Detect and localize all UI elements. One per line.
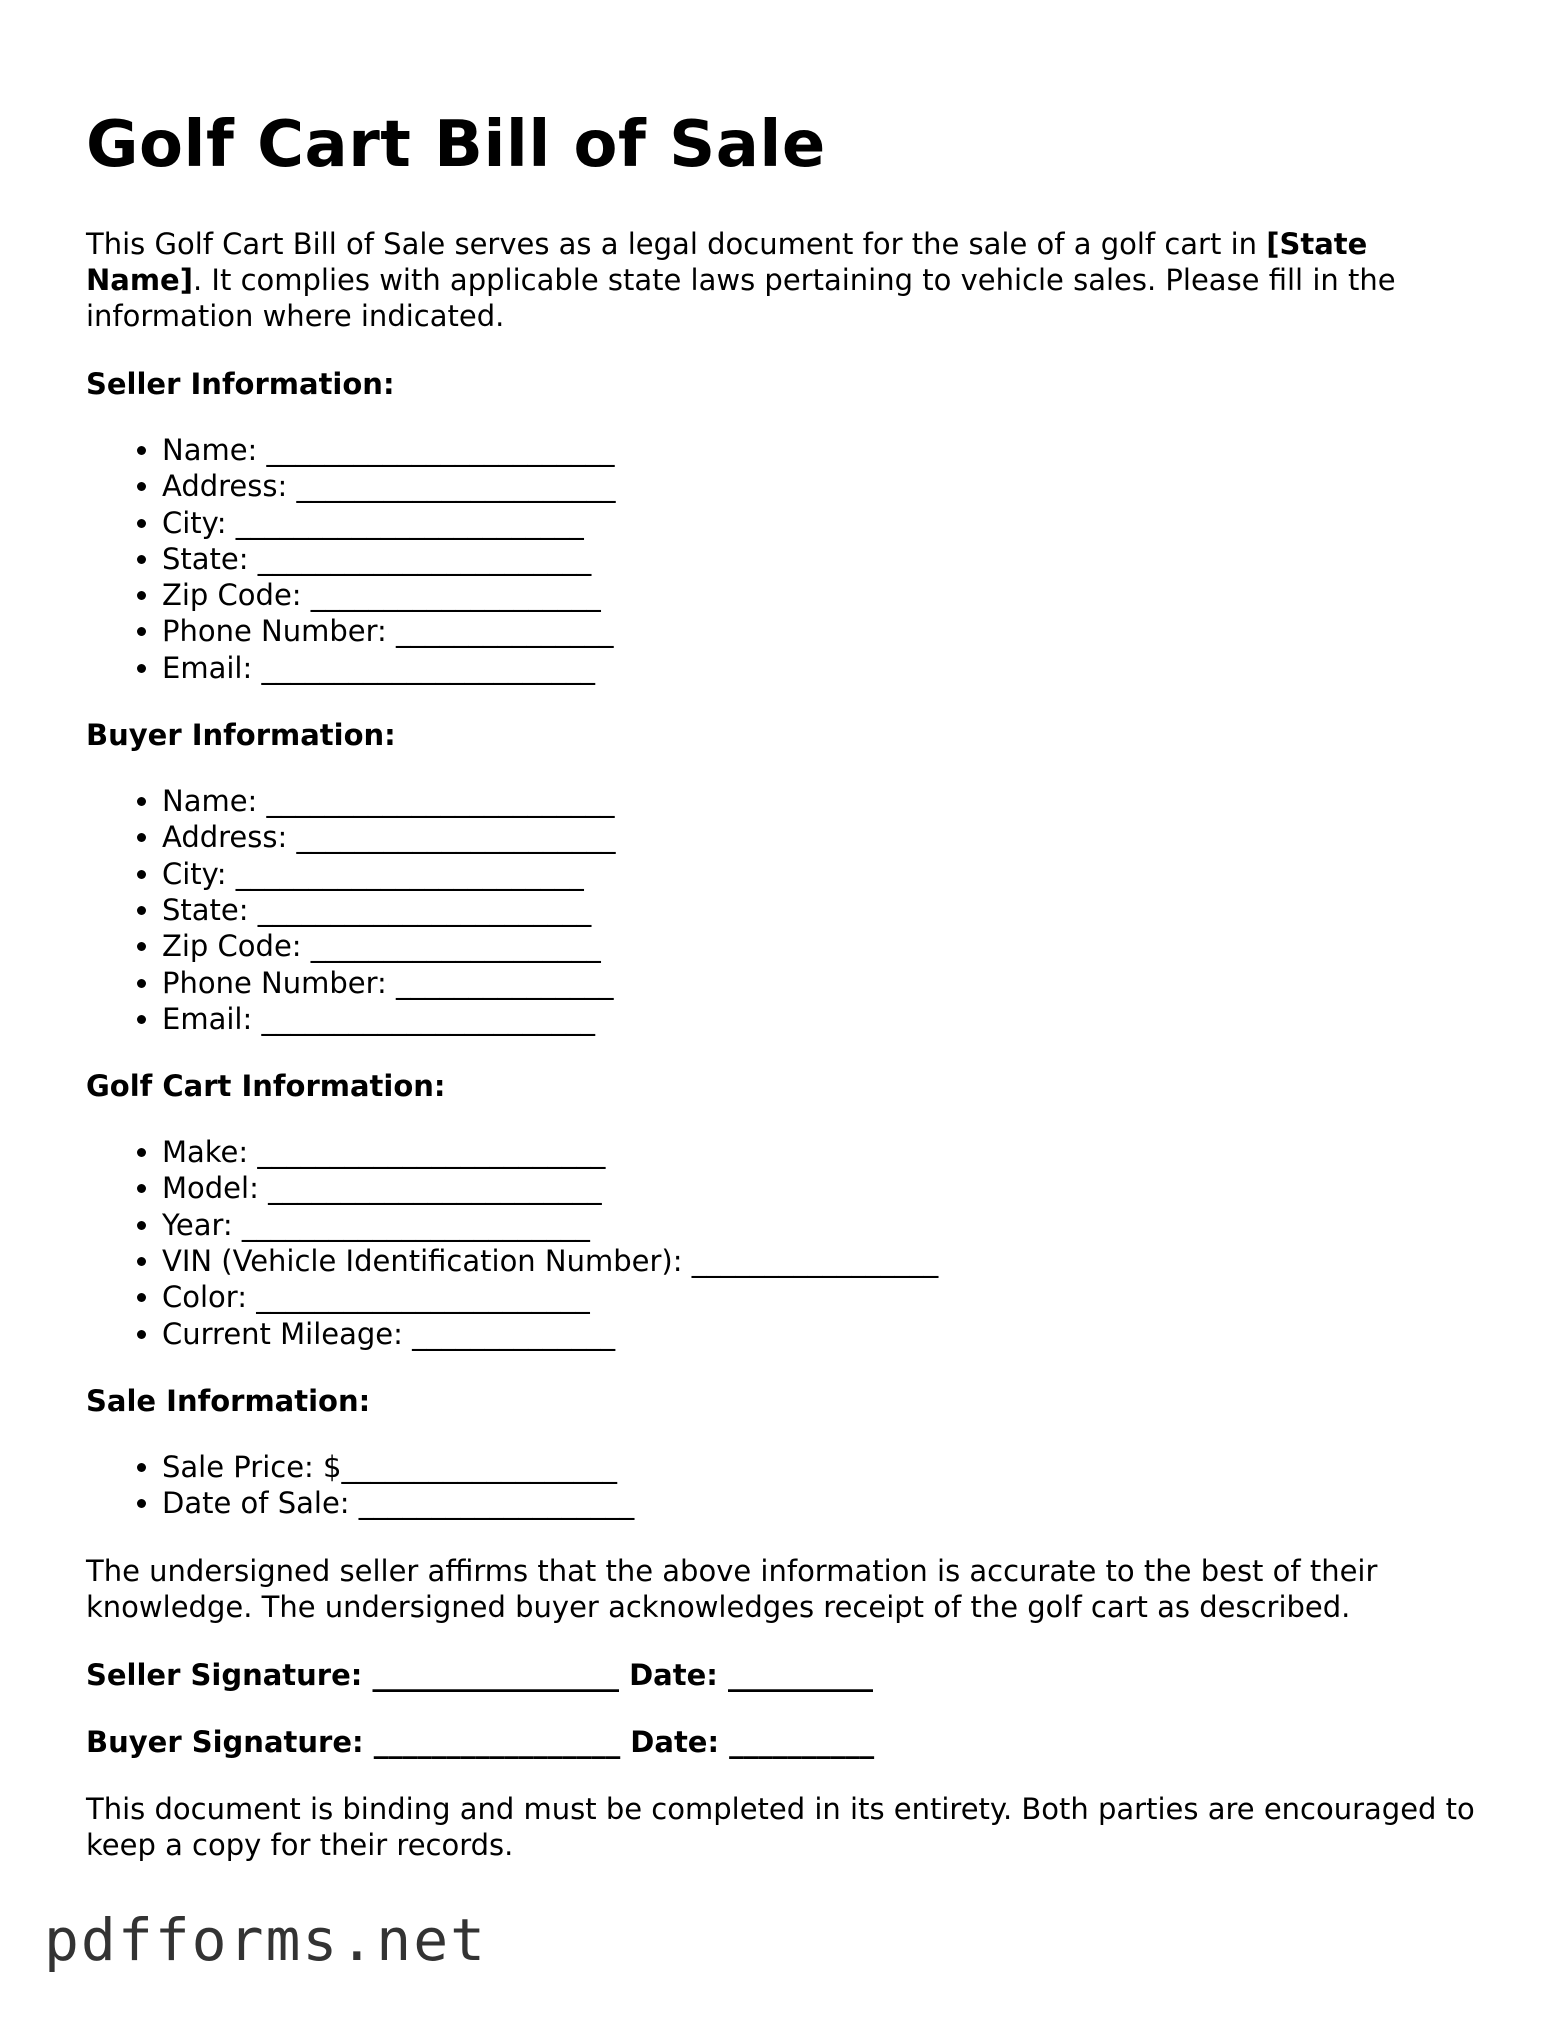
- fill-blank[interactable]: _______________________: [261, 1001, 595, 1036]
- fill-blank[interactable]: ________________________: [266, 784, 615, 819]
- fill-blank[interactable]: ______________________: [296, 820, 616, 855]
- field-label: Sale Price: $: [162, 1449, 342, 1484]
- field-label: Email:: [162, 650, 262, 685]
- buyer-city-field: [162, 856, 1486, 892]
- field-label: Zip Code:: [162, 929, 311, 964]
- fill-blank[interactable]: ________________________: [241, 1207, 590, 1242]
- seller-fields: [86, 432, 1486, 686]
- fill-blank[interactable]: _______________________: [257, 541, 592, 576]
- fill-blank[interactable]: ___________________: [341, 1449, 617, 1484]
- fill-blank[interactable]: _________________: [691, 1244, 939, 1279]
- intro-text-start: This Golf Cart Bill of Sale serves as a legal document for the sale of a golf cart in: [86, 227, 1267, 261]
- buyer-state-field: [162, 892, 1486, 928]
- buyer-heading: Buyer Information:: [86, 718, 396, 753]
- field-label: Name:: [162, 784, 267, 819]
- cart-fields: [86, 1134, 1486, 1352]
- fill-blank[interactable]: ________________________: [266, 433, 615, 467]
- closing-paragraph: This document is binding and must be completed in its entirety. Both parties are encouraged to keep a copy for their records.: [86, 1791, 1475, 1862]
- seller-phone-field: [162, 613, 1486, 649]
- seller-zip-field: [162, 577, 1486, 613]
- fill-blank[interactable]: ________________________: [257, 1135, 606, 1170]
- buyer-signature-blank[interactable]: _________________: [373, 1724, 621, 1759]
- field-label: Name:: [162, 433, 267, 467]
- field-label: Address:: [162, 469, 297, 504]
- sale-heading: Sale Information:: [86, 1383, 371, 1418]
- intro-text-end: . It complies with applicable state laws pertaining to vehicle sales. Please fill in the information where indicated.: [86, 263, 1396, 333]
- field-label: Year:: [162, 1207, 242, 1242]
- field-label: Date of Sale:: [162, 1486, 359, 1521]
- seller-address-field: [162, 468, 1486, 504]
- cart-make-field: [162, 1134, 1486, 1170]
- field-label: State:: [162, 541, 258, 576]
- field-label: Address:: [162, 820, 297, 855]
- state-name-placeholder: [State Name]: [86, 227, 1368, 297]
- fill-blank[interactable]: ____________________: [310, 578, 601, 613]
- field-label: Color:: [162, 1280, 257, 1315]
- buyer-signature-line: [86, 1724, 1486, 1760]
- buyer-date-blank[interactable]: __________: [729, 1724, 875, 1759]
- fill-blank[interactable]: _______________________: [257, 892, 592, 927]
- field-label: City:: [162, 505, 236, 540]
- field-label: Current Mileage:: [162, 1316, 413, 1351]
- seller-signature-blank[interactable]: _________________: [372, 1657, 619, 1692]
- affirmation-paragraph: The undersigned seller affirms that the above information is accurate to the best of their knowledge. The undersigned buyer acknowledges receipt of the golf cart as described.: [86, 1553, 1378, 1624]
- field-label: Phone Number:: [162, 965, 397, 1000]
- seller-email-field: [162, 650, 1486, 686]
- field-label: VIN (Vehicle Identification Number):: [162, 1244, 692, 1279]
- fill-blank[interactable]: _______________________: [261, 650, 595, 685]
- buyer-zip-field: [162, 928, 1486, 964]
- field-label: Email:: [162, 1001, 262, 1036]
- date-label: Date:: [618, 1657, 728, 1692]
- seller-city-field: [162, 505, 1486, 541]
- cart-year-field: [162, 1207, 1486, 1243]
- field-label: Zip Code:: [162, 578, 311, 613]
- fill-blank[interactable]: ______________: [412, 1316, 616, 1351]
- seller-state-field: [162, 541, 1486, 577]
- field-label: Model:: [162, 1171, 269, 1206]
- sale-fields: [86, 1449, 1486, 1522]
- fill-blank[interactable]: _______________: [396, 965, 614, 1000]
- seller-date-blank[interactable]: __________: [727, 1657, 873, 1692]
- date-label: Date:: [620, 1724, 730, 1759]
- field-label: State:: [162, 892, 258, 927]
- buyer-signature-label: Buyer Signature:: [86, 1724, 374, 1759]
- buyer-fields: [86, 783, 1486, 1037]
- document-page: [86, 106, 1486, 1895]
- seller-heading: Seller Information:: [86, 367, 395, 401]
- field-label: City:: [162, 856, 236, 891]
- buyer-email-field: [162, 1001, 1486, 1037]
- fill-blank[interactable]: _______________________: [256, 1280, 590, 1315]
- fill-blank[interactable]: ___________________: [358, 1486, 635, 1521]
- buyer-name-field: [162, 783, 1486, 819]
- cart-vin-field: [162, 1243, 1486, 1279]
- sale-price-field: [162, 1449, 1486, 1485]
- buyer-address-field: [162, 819, 1486, 855]
- cart-model-field: [162, 1170, 1486, 1206]
- fill-blank[interactable]: ____________________: [310, 929, 601, 964]
- field-label: Make:: [162, 1135, 258, 1170]
- seller-name-field: [162, 432, 1486, 468]
- intro-paragraph: [86, 226, 1476, 334]
- document-title: Golf Cart Bill of Sale: [86, 108, 826, 182]
- fill-blank[interactable]: ______________________: [296, 469, 616, 504]
- fill-blank[interactable]: ________________________: [235, 505, 584, 540]
- cart-color-field: [162, 1279, 1486, 1315]
- fill-blank[interactable]: _______________________: [268, 1171, 602, 1206]
- field-label: Phone Number:: [162, 614, 397, 649]
- seller-signature-line: [86, 1657, 1486, 1693]
- cart-heading: Golf Cart Information:: [86, 1069, 446, 1104]
- fill-blank[interactable]: _______________: [396, 614, 614, 649]
- fill-blank[interactable]: ________________________: [235, 856, 584, 891]
- sale-date-field: [162, 1485, 1486, 1521]
- seller-signature-label: Seller Signature:: [86, 1657, 373, 1692]
- cart-mileage-field: [162, 1316, 1486, 1352]
- buyer-phone-field: [162, 965, 1486, 1001]
- watermark-logo: pdfforms.net: [44, 1906, 488, 1974]
